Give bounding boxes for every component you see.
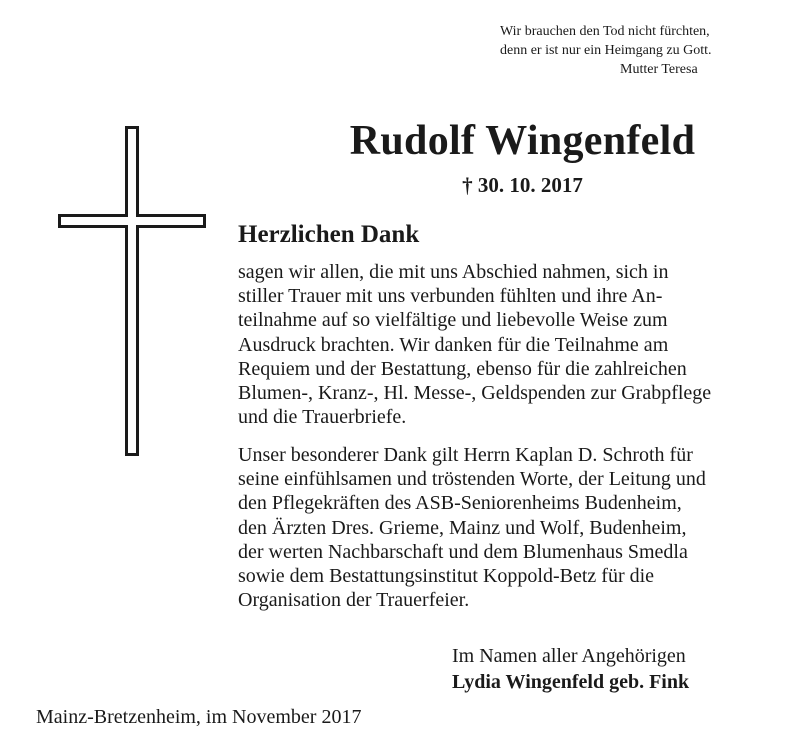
quote-line-1: Wir brauchen den Tod nicht fürchten, <box>500 24 710 39</box>
heading-thanks: Herzlichen Dank <box>238 221 420 248</box>
deceased-name: Rudolf Wingenfeld <box>349 118 696 164</box>
quote-author: Mutter Teresa <box>620 62 698 77</box>
paragraph-line: sagen wir allen, die mit uns Abschied nahmen, sich in <box>238 261 669 283</box>
thanks-paragraph-2 <box>238 443 798 612</box>
paragraph-line: stiller Trauer mit uns verbunden fühlten und ihre An- <box>238 285 663 308</box>
paragraph-line: den Ärzten Dres. Grieme, Mainz und Wolf, Budenheim, <box>238 516 687 539</box>
cross-icon <box>58 126 206 456</box>
thanks-paragraph-1 <box>238 260 798 429</box>
quote-line-2: denn er ist nur ein Heimgang zu Gott. <box>500 43 712 58</box>
paragraph-line: Organisation der Trauerfeier. <box>238 589 470 612</box>
signature-name: Lydia Wingenfeld geb. Fink <box>452 671 690 693</box>
signature-block <box>452 643 689 695</box>
paragraph-line: Unser besonderer Dank gilt Herrn Kaplan D. Schroth für <box>238 444 693 466</box>
death-date: † 30. 10. 2017 <box>462 173 583 197</box>
signature-intro: Im Namen aller Angehörigen <box>452 645 686 667</box>
paragraph-line: Blumen-, Kranz-, Hl. Messe-, Geldspenden zur Grabpflege <box>238 382 712 405</box>
paragraph-line: der werten Nachbarschaft und dem Blumenhaus Smedla <box>238 540 688 563</box>
paragraph-line: Ausdruck brachten. Wir danken für die Teilnahme am <box>238 333 669 356</box>
paragraph-line: sowie dem Bestattungsinstitut Koppold-Betz für die <box>238 565 655 588</box>
paragraph-line: und die Trauerbriefe. <box>238 406 407 429</box>
place-and-date: Mainz-Bretzenheim, im November 2017 <box>36 706 362 728</box>
paragraph-line: Requiem und der Bestattung, ebenso für die zahlreichen <box>238 357 687 380</box>
paragraph-line: teilnahme auf so vielfältige und liebevolle Weise zum <box>238 309 668 332</box>
paragraph-line: seine einfühlsamen und tröstenden Worte, der Leitung und <box>238 468 706 491</box>
epigraph-quote <box>470 22 770 79</box>
paragraph-line: den Pflegekräften des ASB-Seniorenheims Budenheim, <box>238 492 682 515</box>
